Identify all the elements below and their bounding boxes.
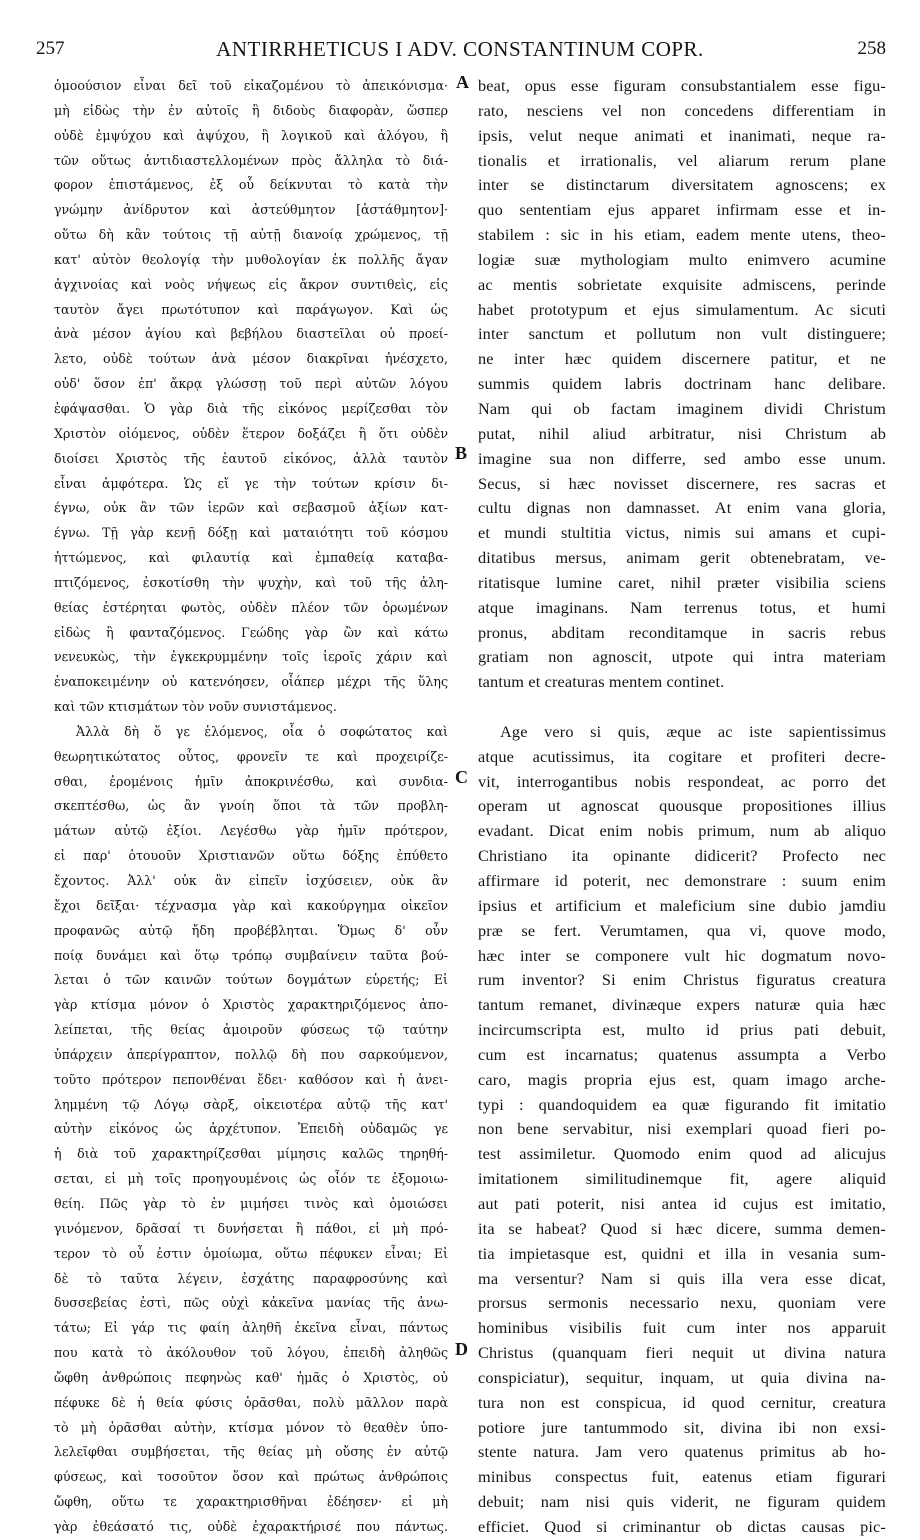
section-marker-d: D bbox=[455, 1339, 468, 1359]
text-line: hominibus visibilis fuit cum inter nos apparuit bbox=[478, 1318, 886, 1338]
text-line: πέφυκε δὲ ἡ θεία φύσις ὁρᾶσθαι, πολὺ μᾶλλον παρὰ bbox=[54, 1394, 448, 1410]
text-line: potiore jure tantummodo sit, divina ibi non exsi- bbox=[478, 1417, 886, 1437]
text-line: non bene servabitur, nisi exemplari quoad fieri po- bbox=[478, 1119, 886, 1139]
running-title: ANTIRRHETICUS I ADV. CONSTANTINUM COPR. bbox=[216, 37, 704, 61]
text-line: incircumscripta est, multo id prius pati debuit, bbox=[478, 1020, 886, 1040]
text-line: θεωρητικώτατος οὗτος, φρονεῖν τε καὶ προχειρίζε- bbox=[54, 748, 448, 764]
text-line: Christiano ita opinante didicerit? Profecto nec bbox=[478, 846, 886, 866]
text-line: Χριστὸν οἰόμενος, οὐδὲν ἕτερον δοξάζει ἢ ὅτι οὐδὲν bbox=[54, 425, 448, 441]
text-line: rum inventor? Si enim Christus figuratus creatura bbox=[478, 970, 886, 990]
text-line: ipsis, velut neque animati et inanimati, neque ra- bbox=[478, 125, 886, 145]
text-line: rato, nesciens vel non concedens differentiam in bbox=[478, 100, 886, 120]
section-marker-b: B bbox=[455, 443, 468, 463]
text-line: ταυτὸν ἄγει πρωτότυπον καὶ παράγωγον. Καὶ ὡς bbox=[54, 301, 448, 317]
text-line: ἡ διὰ τοῦ χαρακτηρίζεσθαι μίμησις καλῶς τηρηθή- bbox=[54, 1146, 448, 1162]
text-line: ἡττώμενος, καὶ φιλαυτίᾳ καὶ ἐμπαθείᾳ καταβα- bbox=[54, 550, 448, 566]
text-line: σκεπτέσθω, ὡς ἂν γνοίη ὅποι τὰ τῶν προβλη- bbox=[54, 798, 448, 814]
text-line: λείπεται, τῆς θείας ἀμοιροῦν φύσεως τῷ ταύτην bbox=[54, 1022, 448, 1038]
text-line: beat, opus esse figuram consubstantialem esse figu- bbox=[478, 76, 886, 95]
section-marker-c: C bbox=[455, 767, 468, 787]
text-line: ἐφάψασθαι. Ὁ γὰρ διὰ τῆς εἰκόνος μερίζεσθαι τὸν bbox=[54, 400, 448, 416]
text-line: ὤφθη, οὕτω τε χαρακτηρισθῆναι ἐδέησεν· εἰ μὴ bbox=[54, 1494, 448, 1510]
text-line: debuit; nam nisi quis viderit, ne figuram quidem bbox=[478, 1492, 886, 1512]
text-line: atque imaginans. Nam terrenus totus, et humi bbox=[478, 597, 886, 617]
text-line: εἰ παρ' ὁτουοῦν Χριστιανῶν οὕτω δόξης ἐπύθετο bbox=[54, 848, 448, 864]
text-line: præ se fert. Verumtamen, qua vi, quove modo, bbox=[478, 920, 886, 940]
text-line: logiæ suæ mythologiam multo enimvero acumine bbox=[478, 249, 886, 269]
text-line: λετο, οὐδὲ τούτων ἀνὰ μέσον διακρῖναι ἠνέσχετο, bbox=[54, 351, 448, 367]
text-line: affirmare id poterit, nec demonstrare : suum enim bbox=[478, 871, 886, 890]
text-line: φορον ἐπιστάμενος, ἐξ οὗ δείκνυται τὸ κατὰ τὴν bbox=[54, 177, 448, 193]
text-line: stente natura. Jam vero quatenus primitus ab ho- bbox=[478, 1442, 886, 1462]
text-line: tia impietasque est, quidni et illa in vesania sum- bbox=[478, 1243, 886, 1263]
text-line: ὁμοούσιον εἶναι δεῖ τοῦ εἰκαζομένου τὸ ἀπεικόνισμα· bbox=[54, 78, 448, 93]
text-line: summis quidem labris doctrinam hanc delibare. bbox=[478, 374, 886, 394]
text-line: ne inter hæc quidem discernere patitur, et ne bbox=[478, 349, 886, 369]
text-line: tantum et creaturas mentem continet. bbox=[478, 672, 725, 692]
text-line: ἐναποκειμένην οὐ κατενόησεν, οἷάπερ μέχρι τῆς ὕλης bbox=[54, 674, 448, 690]
text-line: κατ' αὐτὸν θεολογίᾳ τὴν μυθολογίαν ἐκ πολλῆς ἄγαν bbox=[54, 251, 448, 267]
text-line: evadant. Dicat enim nobis primum, num ab aliquo bbox=[478, 821, 886, 841]
text-line: λεται ὁ τῶν καινῶν τούτων δογμάτων εὑρετής; Εἰ bbox=[54, 972, 448, 988]
text-line: τερον τὸ οὗ ἐστιν ὁμοίωμα, οὕτω πέφυκεν εἶναι; Εἰ bbox=[54, 1245, 448, 1261]
text-line: προφανῶς αὐτῷ ἤδη προβέβληται. Ὅμως δ' οὖν bbox=[54, 922, 448, 938]
text-line: αὐτὴν εἰκόνος ὡς ἀρχέτυπον. Ἐπειδὴ οὐδαμῶς γε bbox=[54, 1121, 448, 1137]
text-line: πτιζόμενος, ἐσκοτίσθη τὴν ψυχὴν, καὶ τοῦ τῆς ἀλη- bbox=[54, 574, 448, 590]
page-number-right: 258 bbox=[857, 38, 886, 59]
page-number-left: 257 bbox=[36, 38, 65, 59]
text-line: γὰρ κτίσμα μόνον ὁ Χριστὸς χαρακτηριζόμενος ἀπο- bbox=[54, 997, 448, 1013]
text-line: ipsius et artificium et maleficium sine dubio jamdiu bbox=[478, 895, 886, 915]
text-line: caro, magis propria ejus est, quam imago arche- bbox=[478, 1069, 886, 1089]
text-line: τὸ μὴ ὁρᾶσθαι αὐτὴν, κτίσμα μόνον τὸ θεαθὲν ὑπο- bbox=[54, 1419, 448, 1435]
text-line: εἰδὼς ἢ φανταζόμενος. Γεώδης γὰρ ὢν καὶ κάτω bbox=[54, 624, 448, 640]
text-line: γνώμην ἀνίδρυτον καὶ ἀστεύθμητον [ἀστάθμητον]· bbox=[54, 202, 448, 218]
text-line: μὴ εἰδὼς τὴν ἐν αὐτοῖς ἢ διδοὺς διαφορὰν, ὥσπερ bbox=[54, 102, 448, 118]
text-line: λελεῖφθαι συμβήσεται, τῆς θείας μὴ οὔσης ἐν αὐτῷ bbox=[54, 1444, 448, 1460]
text-line: conspiciatur), sequitur, inquam, ut quia divina na- bbox=[478, 1367, 886, 1387]
text-line: έγνω. Τῇ γὰρ κενῇ δόξῃ καὶ ματαιότητι τοῦ κόσμου bbox=[54, 525, 448, 541]
text-line: tionalis et irrationalis, vel aliarum rerum plane bbox=[478, 150, 886, 170]
text-line: ἀνὰ μέσον ἁγίου καὶ βεβήλου διαστεῖλαι οὐ προεί- bbox=[54, 326, 448, 342]
text-line: gratiam non agnoscit, utpote qui intra materiam bbox=[478, 647, 886, 667]
text-line: atque acutissimus, ita cogitare et profiteri decre- bbox=[478, 746, 886, 766]
text-line: δὲ τὸ ταῦτα λέγειν, ἐσχάτης παραφροσύνης καὶ bbox=[54, 1270, 448, 1286]
text-line: οὐδὲ ἐμψύχου καὶ ἀψύχου, ἢ λογικοῦ καὶ ἀλόγου, ἢ bbox=[54, 127, 448, 143]
text-line: imagine sua non differre, sed ambo esse unum. bbox=[478, 448, 886, 468]
text-line: θείη. Πῶς γὰρ τὸ ἐν μιμήσει τινὸς καὶ ὁμοιώσει bbox=[54, 1195, 448, 1211]
text-line: Nam qui ob factam imaginem dividi Christum bbox=[478, 398, 886, 418]
text-line: τάτω; Εἰ γάρ τις φαίη ἀληθῆ ἐκεῖνα εἶναι, πάντως bbox=[54, 1320, 448, 1336]
text-line: efficiet. Quod si criminantur ob dictas causas pic- bbox=[478, 1516, 886, 1536]
text-line: ita se habeat? Quod si hæc dicere, summa demen- bbox=[478, 1218, 886, 1238]
text-line: οὐδ' ὅσον ἐπ' ἄκρᾳ γλώσσῃ τοῦ περὶ αὐτῶν λόγου bbox=[54, 376, 448, 392]
text-line: τῶν οὕτως ἀντιδιαστελλομένων πρὸς ἄλληλα τὸ διά- bbox=[54, 152, 448, 168]
text-line: θείας ἐστέρηται φωτὸς, οὐδὲν πλέον τῶν ὁρωμένων bbox=[54, 599, 448, 615]
text-line: ὤφθη ἀνθρώποις πεφηνὼς καθ' ἡμᾶς ὁ Χριστὸς, οὐ bbox=[54, 1369, 448, 1385]
text-line: γὰρ ἐθεάσατό τις, οὐδὲ ἐχαρακτήρισέ που πάντως. bbox=[54, 1518, 448, 1534]
text-line: minibus conspectus fuit, eatenus etiam figurari bbox=[478, 1467, 886, 1487]
text-line: οὕτω δὴ κἂν τούτοις τῇ αὐτῇ διανοίᾳ χρώμενος, τῇ bbox=[54, 227, 448, 243]
text-line: imitationem similitudinemque fit, agere aliquid bbox=[478, 1169, 886, 1189]
greek-column bbox=[54, 74, 448, 1540]
text-line: tantum remanet, divinæque expers naturæ quia hæc bbox=[478, 995, 886, 1015]
text-line: λημμένη τῷ Λόγῳ σὰρξ, οἰκειοτέρα αὐτῷ τῆς κατ' bbox=[54, 1096, 448, 1112]
text-line: εἶναι ἀμφότερα. Ὡς εἴ γε τὴν τούτων κρίσιν δι- bbox=[54, 475, 448, 491]
text-line: ἔχοντος. Ἀλλ' οὐκ ἂν εἰπεῖν ἰσχύσειεν, οὐκ ἂν bbox=[54, 873, 448, 888]
text-line: cultu dignas non damnasset. At enim vana gloria, bbox=[478, 498, 886, 518]
text-line: quo sententiam ejus apparet infirmam esse et in- bbox=[478, 200, 886, 220]
text-line: φύσεως, καὶ τοσοῦτον ὅσον καὶ πρώτως ἀνθρώποις bbox=[54, 1469, 448, 1485]
text-line: test assimiletur. Quomodo enim quod ad alicujus bbox=[478, 1144, 886, 1164]
text-line: ἀγχινοίας καὶ νοὸς νήψεως εἰς ἄκρον συντιθεὶς, εἰς bbox=[54, 276, 448, 292]
text-line: habet prototypum et ejus simulamentum. Ac sicuti bbox=[478, 299, 886, 319]
text-line: ma versentur? Nam si quis illa vera esse dicat, bbox=[478, 1268, 886, 1288]
text-line: νενευκὼς, τὴν ἐγκεκρυμμένην τοῖς ἱεροῖς χάριν καὶ bbox=[54, 649, 448, 665]
text-line: Ἀλλὰ δὴ ὅ γε ἑλόμενος, οἷα ὁ σοφώτατος καὶ bbox=[76, 723, 448, 739]
running-header bbox=[30, 36, 890, 66]
text-line: που κατὰ τὸ ἀκόλουθον τοῦ λόγου, ἐπειδὴ ἀληθῶς bbox=[54, 1345, 448, 1361]
paragraph-gap bbox=[478, 695, 886, 720]
text-line: typi : quandoquidem ea quæ figurando fit imitatio bbox=[478, 1094, 886, 1114]
text-line: putat, nihil aliud arbitratur, nisi Christum ab bbox=[478, 423, 886, 443]
latin-column bbox=[478, 74, 886, 1540]
text-line: τοῦτο πρότερον πεπονθέναι ἔδει· καθόσον καὶ ἡ ἀνει- bbox=[54, 1071, 448, 1087]
text-line: hæc inter se componere vult hic dogmatum novo- bbox=[478, 945, 886, 965]
text-line: δυσσεβείας ἐστὶ, πῶς οὐχὶ κἀκεῖνα μανίας τῆς ἀνω- bbox=[54, 1295, 448, 1311]
text-line: vit, interrogantibus nobis respondeat, ac porro det bbox=[478, 771, 886, 791]
text-line: καὶ τῶν κτισμάτων τὸν νοῦν συνιστάμενος. bbox=[54, 699, 337, 715]
text-line: pronus, abditam reconditamque in sacris rebus bbox=[478, 622, 886, 642]
text-line: ποίᾳ δυνάμει καὶ ὅτῳ τρόπῳ συμβαίνειν ταῦτα βού- bbox=[54, 947, 448, 963]
text-line: aut pati poterit, nisi antea id cujus est imitatio, bbox=[478, 1193, 886, 1213]
text-line: stabilem : sic in his etiam, eadem mente utens, theo- bbox=[478, 225, 886, 245]
section-marker-a: A bbox=[456, 72, 469, 92]
text-line: Christus (quanquam fieri nequit ut divina natura bbox=[478, 1343, 886, 1363]
text-line: operam ut agnoscat quousque propositiones illius bbox=[478, 796, 886, 816]
text-line: Secus, si hæc novisset discernere, res sacras et bbox=[478, 473, 886, 493]
text-line: et mundi stultitia victus, nimis sui amans et cupi- bbox=[478, 523, 886, 543]
text-line: ac mentis sobrietate exquisite admiscens, perinde bbox=[478, 274, 886, 294]
text-line: ritatisque lumine caret, nihil præter visibilia sciens bbox=[478, 572, 886, 592]
text-line: cum est incarnatus; quatenus assumpta a Verbo bbox=[478, 1044, 886, 1064]
text-line: inter sanctum et pollutum non vult distinguere; bbox=[478, 324, 886, 344]
text-line: έγνω, οὐκ ἂν τῶν ἱερῶν καὶ σεβασμοῦ ἀξίων κατ- bbox=[54, 500, 448, 516]
text-line: prorsus sermonis necessario nexu, quoniam vere bbox=[478, 1293, 886, 1313]
text-line: tura non est conspicua, id quod cernitur, creatura bbox=[478, 1392, 886, 1412]
text-line: γινόμενον, δρᾶσαί τι δυνήσεται ἢ πάθοι, εἰ μὴ πρό- bbox=[54, 1220, 448, 1236]
text-line: ditatibus mersus, animam gerit obtenebratam, ve- bbox=[478, 548, 886, 568]
text-line: ὑπάρχειν ἀπερίγραπτον, πολλῷ δὴ που σαρκούμενον, bbox=[54, 1046, 448, 1062]
text-line: ἔχοι δεῖξαι· τέχνασμα γὰρ καὶ κακούργημα οἰκεῖον bbox=[54, 897, 448, 913]
text-line: σεται, εἰ μὴ τοῖς προηγουμένοις ὡς οἷόν τε ἐξομοιω- bbox=[54, 1171, 448, 1187]
text-line: μάτων αὐτῷ ἐξίοι. Λεγέσθω γὰρ ἡμῖν πρότερον, bbox=[54, 823, 448, 839]
text-line: σθαι, ἐρομένοις ἡμῖν ἀποκρινέσθω, καὶ συνδια- bbox=[54, 773, 448, 789]
text-line: inter se distinctarum diversitatem agnoscens; ex bbox=[478, 175, 886, 195]
text-line: διοίσει Χριστὸς τῆς ἑαυτοῦ εἰκόνος, ἀλλὰ ταυτὸν bbox=[54, 450, 448, 466]
text-line: Age vero si quis, æque ac iste sapientissimus bbox=[500, 721, 886, 741]
